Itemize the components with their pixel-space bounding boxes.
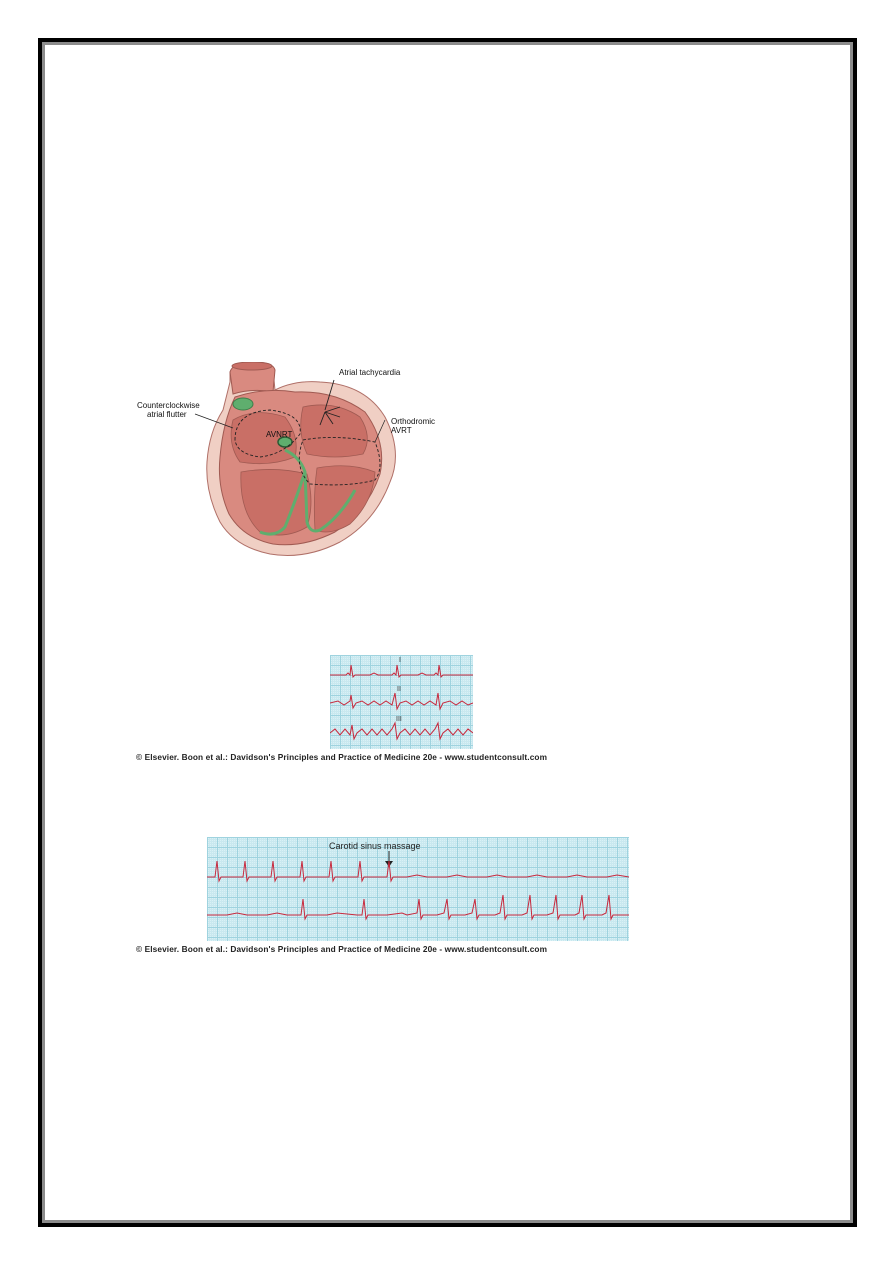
figure2-caption: © Elsevier. Boon et al.: Davidson's Principles and Practice of Medicine 20e - www.studentconsult.com: [136, 752, 548, 762]
heart-illustration: [135, 362, 465, 567]
label-orthodromic: Orthodromic: [391, 417, 436, 426]
ecg-carotid-massage-strip: [207, 837, 629, 941]
heart-reentry-diagram: [135, 362, 465, 567]
ecg-carotid-traces: [207, 837, 629, 941]
label-avrt: AVRT: [391, 426, 412, 435]
ecg-lower-trace: [207, 895, 629, 919]
lead-label-ii: II: [397, 686, 401, 693]
ecg-upper-trace: [207, 861, 629, 881]
label-avnrt: AVNRT: [266, 430, 293, 439]
page-border: [38, 38, 857, 1227]
lead-label-i: I: [399, 657, 401, 664]
sinus-node: [233, 398, 253, 410]
ecg-lead-iii-trace: [330, 723, 473, 739]
ecg-lead-ii-trace: [330, 693, 473, 709]
figure3-caption: © Elsevier. Boon et al.: Davidson's Principles and Practice of Medicine 20e - www.studentconsult.com: [136, 944, 548, 954]
lead-label-iii: III: [396, 716, 402, 723]
ecg-three-lead-strip: [330, 655, 473, 749]
label-atrial-flutter: atrial flutter: [147, 410, 187, 419]
label-counterclockwise: Counterclockwise: [137, 401, 200, 410]
ecg-lead-i-trace: [330, 665, 473, 677]
ecg-three-lead-traces: [330, 655, 473, 749]
carotid-massage-label: Carotid sinus massage: [329, 841, 421, 851]
label-atrial-tachycardia: Atrial tachycardia: [339, 368, 401, 377]
